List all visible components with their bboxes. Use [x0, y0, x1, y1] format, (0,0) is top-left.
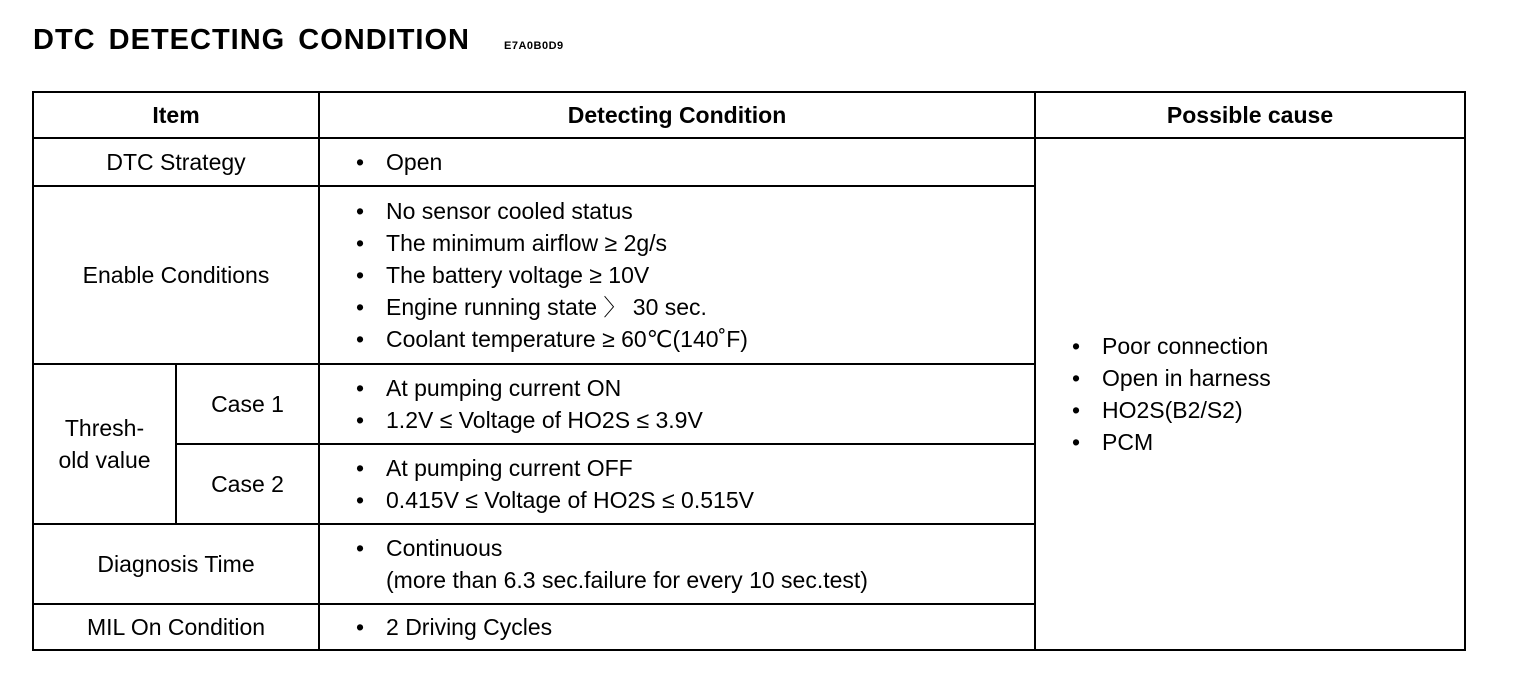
list-item: • Open	[356, 146, 1034, 178]
document-code: E7A0B0D9	[504, 40, 564, 52]
table-row	[33, 138, 1465, 186]
list-item: • Open in harness	[1072, 362, 1464, 394]
list-item: • The battery voltage ≥ 10V	[356, 259, 1034, 291]
threshold-label-line2: old value	[58, 447, 151, 473]
header-detecting-condition: Detecting Condition	[319, 92, 1035, 138]
list-item: • Coolant temperature ≥ 60℃(140˚F)	[356, 323, 1034, 355]
row-label-case-1: Case 1	[176, 364, 319, 444]
list-item: • Continuous	[356, 532, 1034, 564]
threshold-label-line1: Thresh-	[64, 415, 145, 441]
list-item: • Engine running state 〉 30 sec.	[356, 291, 1034, 323]
diagnosis-time-note: (more than 6.3 sec.failure for every 10 sec.test)	[386, 567, 868, 593]
list-item: • No sensor cooled status	[356, 195, 1034, 227]
list-item: • The minimum airflow ≥ 2g/s	[356, 227, 1034, 259]
list-item: • 1.2V ≤ Voltage of HO2S ≤ 3.9V	[356, 404, 1034, 436]
header-item: Item	[33, 92, 319, 138]
list-item: • 0.415V ≤ Voltage of HO2S ≤ 0.515V	[356, 484, 1034, 516]
header-possible-cause: Possible cause	[1035, 92, 1465, 138]
list-item: • HO2S(B2/S2)	[1072, 394, 1464, 426]
mil-on-conditions	[319, 604, 1035, 650]
table-header-row	[33, 92, 1465, 138]
list-item: • At pumping current ON	[356, 372, 1034, 404]
list-item: • 2 Driving Cycles	[356, 611, 1034, 643]
page-title: DTC DETECTING CONDITION	[33, 24, 470, 56]
diagnosis-time-conditions	[319, 524, 1035, 604]
enable-conditions-list	[319, 186, 1035, 364]
possible-cause-cell	[1035, 138, 1465, 650]
list-item: • PCM	[1072, 426, 1464, 458]
row-label-diagnosis-time: Diagnosis Time	[33, 524, 319, 604]
list-item: • Poor connection	[1072, 330, 1464, 362]
dtc-strategy-conditions	[319, 138, 1035, 186]
list-item: • At pumping current OFF	[356, 452, 1034, 484]
row-label-mil-on-condition: MIL On Condition	[33, 604, 319, 650]
dtc-condition-table	[32, 91, 1466, 651]
row-label-case-2: Case 2	[176, 444, 319, 524]
row-label-enable-conditions: Enable Conditions	[33, 186, 319, 364]
case-1-conditions	[319, 364, 1035, 444]
row-label-threshold-value	[33, 364, 176, 524]
title-bar	[33, 24, 564, 57]
row-label-dtc-strategy: DTC Strategy	[33, 138, 319, 186]
case-2-conditions	[319, 444, 1035, 524]
